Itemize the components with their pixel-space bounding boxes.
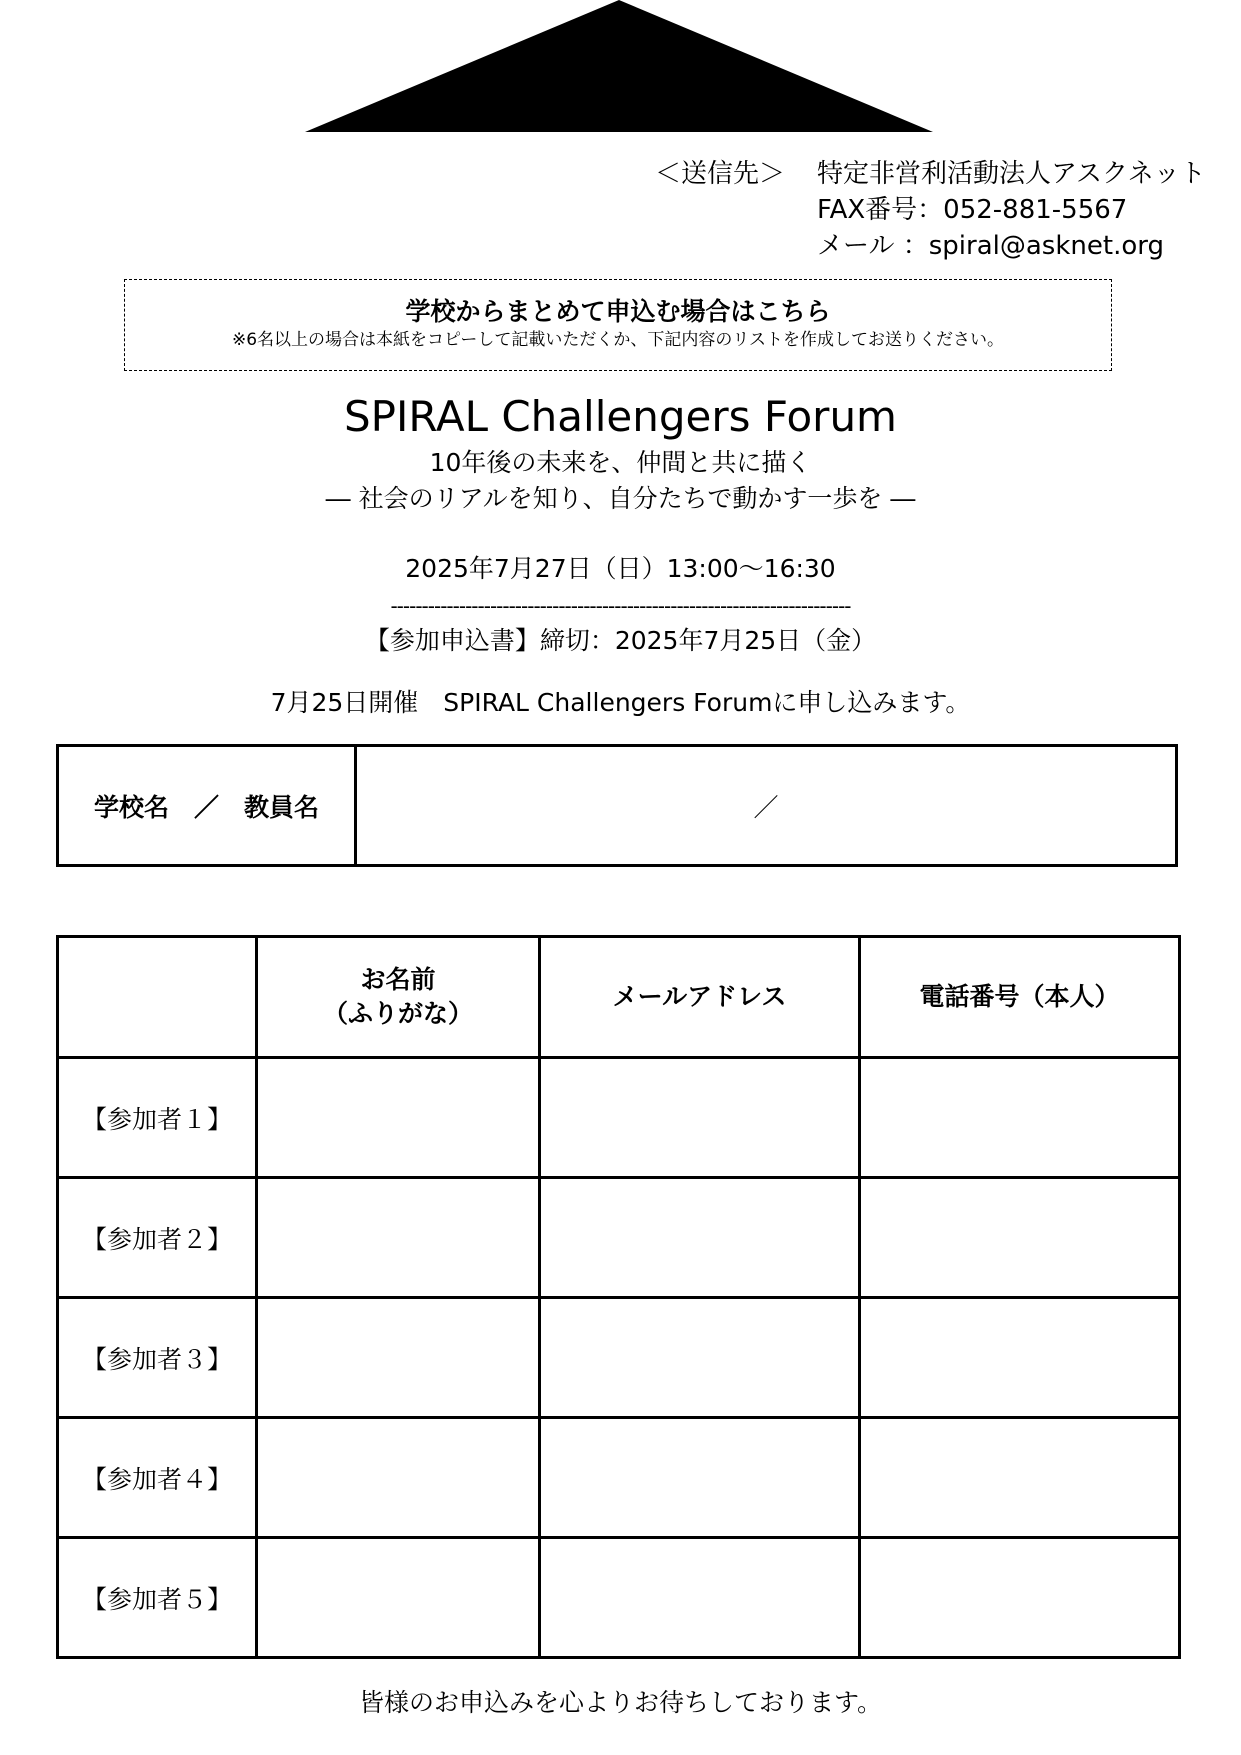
header-phone: 電話番号（本人） [860, 937, 1180, 1058]
email-cell[interactable] [540, 1538, 860, 1658]
header-blank [58, 937, 257, 1058]
participant-label: 【参加者２】 [58, 1178, 257, 1298]
event-title: SPIRAL Challengers Forum [344, 392, 897, 441]
name-cell[interactable] [257, 1058, 540, 1178]
header-name: お名前 （ふりがな） [257, 937, 540, 1058]
email-cell[interactable] [540, 1058, 860, 1178]
participant-row [58, 1178, 1180, 1298]
name-cell[interactable] [257, 1178, 540, 1298]
destination-org: 特定非営利活動法人アスクネット [817, 159, 1206, 189]
bulk-notice-note: ※6名以上の場合は本紙をコピーして記載いただくか、下記内容のリストを作成してお送りください。 [231, 330, 1005, 350]
destination-label: ＜送信先＞ [655, 159, 786, 189]
participant-label: 【参加者１】 [58, 1058, 257, 1178]
header-row [58, 937, 1180, 1058]
destination-mail: メール ：spiral@asknet.org [817, 231, 1164, 261]
school-table [56, 744, 1178, 867]
participant-label: 【参加者４】 [58, 1418, 257, 1538]
email-cell[interactable] [540, 1418, 860, 1538]
phone-cell[interactable] [860, 1058, 1180, 1178]
participants-table [56, 935, 1181, 1659]
participant-row [58, 1058, 1180, 1178]
destination-block [655, 156, 1206, 264]
name-cell[interactable] [257, 1298, 540, 1418]
deadline: 【参加申込書】締切：2025年7月25日（金） [364, 626, 877, 655]
divider-line: -------------------------------------------------------------------------- [390, 594, 851, 618]
roof-logo [305, 0, 933, 132]
event-subtitle-2: ― 社会のリアルを知り、自分たちで動かす一歩を ― [325, 484, 916, 513]
header-email: メールアドレス [540, 937, 860, 1058]
email-cell[interactable] [540, 1298, 860, 1418]
phone-cell[interactable] [860, 1178, 1180, 1298]
phone-cell[interactable] [860, 1538, 1180, 1658]
destination-fax: FAX番号：052-881-5567 [817, 195, 1128, 225]
bulk-notice-box [124, 279, 1112, 371]
closing-text: 皆様のお申込みを心よりお待ちしております。 [358, 1688, 882, 1717]
participant-label: 【参加者３】 [58, 1298, 257, 1418]
bulk-notice-title: 学校からまとめて申込む場合はこちら [405, 297, 831, 326]
participant-row [58, 1538, 1180, 1658]
school-label: 学校名 ／ 教員名 [58, 746, 356, 866]
participant-label: 【参加者５】 [58, 1538, 257, 1658]
phone-cell[interactable] [860, 1418, 1180, 1538]
participant-row [58, 1418, 1180, 1538]
name-cell[interactable] [257, 1418, 540, 1538]
participant-row [58, 1298, 1180, 1418]
school-input[interactable]: ／ [356, 746, 1177, 866]
event-subtitle-1: 10年後の未来を、仲間と共に描く [429, 448, 812, 477]
email-cell[interactable] [540, 1178, 860, 1298]
intro-text: 7月25日開催 SPIRAL Challengers Forumに申し込みます。 [270, 688, 971, 717]
event-date: 2025年7月27日（日）13:00～16:30 [405, 554, 836, 583]
phone-cell[interactable] [860, 1298, 1180, 1418]
name-cell[interactable] [257, 1538, 540, 1658]
